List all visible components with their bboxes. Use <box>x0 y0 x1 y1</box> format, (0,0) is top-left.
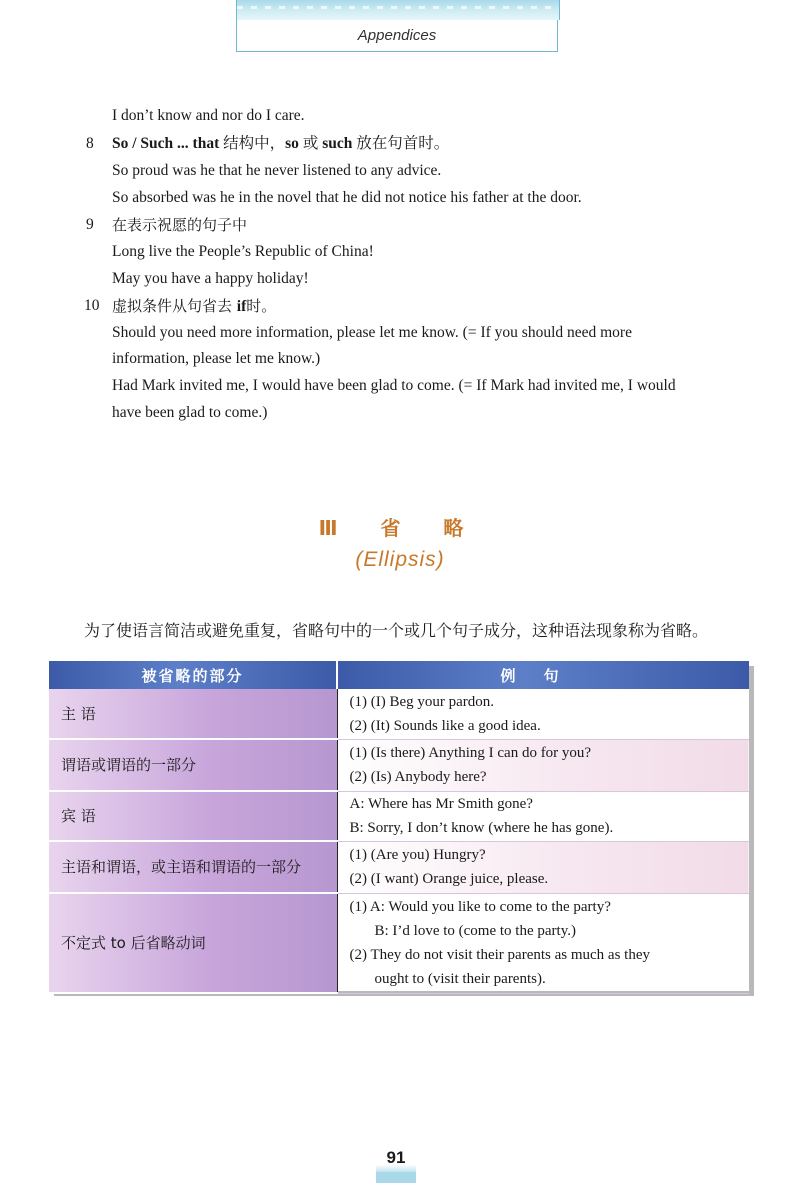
item-number: 10 <box>84 297 100 314</box>
example-sentence: So proud was he that he never listened to any advice. <box>112 162 442 179</box>
heading-text: 或 <box>298 135 323 152</box>
example-line: (1) (I) Beg your pardon. <box>349 693 495 710</box>
examples-cell <box>337 841 749 893</box>
item-heading <box>112 296 276 317</box>
heading-bold: if <box>236 298 247 315</box>
example-line: (1) A: Would you like to come to the party? <box>349 899 611 915</box>
examples-cell <box>337 739 749 791</box>
section-title: Ⅲ 省 略 <box>318 516 482 540</box>
omitted-part-cell: 宾 语 <box>49 791 337 841</box>
heading-bold: So / Such ... that <box>112 135 220 152</box>
continued-example: I don’t know and nor do I care. <box>112 107 305 124</box>
example-line: B: Sorry, I don’t know (where he has gone). <box>349 820 614 836</box>
table-row <box>49 841 749 893</box>
header-decoration <box>236 0 560 20</box>
omitted-part-cell: 谓语或谓语的一部分 <box>49 739 337 791</box>
table-row <box>49 893 749 993</box>
heading-text: 时。 <box>246 297 277 315</box>
example-line: (2) (I want) Orange juice, please. <box>349 871 549 887</box>
table-row <box>49 689 749 739</box>
heading-text: 放在句首时。 <box>352 135 450 152</box>
example-sentence: So absorbed was he in the novel that he did not notice his father at the door. <box>112 189 582 206</box>
item-heading: 在表示祝愿的句子中 <box>112 216 248 234</box>
item-number: 9 <box>86 216 94 233</box>
heading-bold: so <box>285 135 299 152</box>
example-line: (1) (Are you) Hungry? <box>349 847 486 863</box>
item-number: 8 <box>86 135 94 152</box>
example-sentence: information, please let me know.) <box>112 350 321 367</box>
example-line: ought to (visit their parents). <box>374 971 546 987</box>
table-row <box>49 739 749 791</box>
example-line: (2) (It) Sounds like a good idea. <box>349 717 541 734</box>
omitted-part-cell: 主语和谓语，或主语和谓语的一部分 <box>49 841 337 893</box>
heading-text: 结构中， <box>219 135 286 152</box>
section-intro: 为了使语言简洁或避免重复，省略句中的一个或几个句子成分，这种语法现象称为省略。 <box>84 621 709 640</box>
examples-cell <box>337 893 749 993</box>
page-number: 91 <box>376 1148 416 1172</box>
example-line: A: Where has Mr Smith gone? <box>349 796 533 812</box>
examples-cell <box>337 791 749 841</box>
example-line: (2) (Is) Anybody here? <box>349 769 487 785</box>
page-number-decoration <box>376 1172 416 1183</box>
heading-bold: such <box>322 135 353 152</box>
examples-cell <box>337 689 749 739</box>
omitted-part-cell: 主 语 <box>49 689 337 739</box>
item-heading <box>112 134 449 154</box>
example-sentence: Had Mark invited me, I would have been glad to come. (= If Mark had invited me, I would <box>112 377 676 394</box>
example-line: B: I’d love to (come to the party.) <box>374 923 576 939</box>
example-sentence: May you have a happy holiday! <box>112 270 309 287</box>
table-row <box>49 791 749 841</box>
example-sentence: Should you need more information, please let me know. (= If you should need more <box>112 324 632 341</box>
example-line: (2) They do not visit their parents as much as they <box>349 947 650 963</box>
example-sentence: Long live the People’s Republic of China! <box>112 243 374 260</box>
omitted-part-cell: 不定式 to 后省略动词 <box>49 893 337 993</box>
column-header-omitted-part: 被省略的部分 <box>49 661 337 689</box>
heading-text: 虚拟条件从句省去 <box>112 297 237 315</box>
column-header-examples: 例句 <box>337 661 749 689</box>
example-line: (1) (Is there) Anything I can do for you? <box>349 745 592 761</box>
ellipsis-table <box>49 661 749 991</box>
running-header: Appendices <box>236 20 558 52</box>
section-subtitle: (Ellipsis) <box>355 548 445 571</box>
example-sentence: have been glad to come.) <box>112 404 268 421</box>
